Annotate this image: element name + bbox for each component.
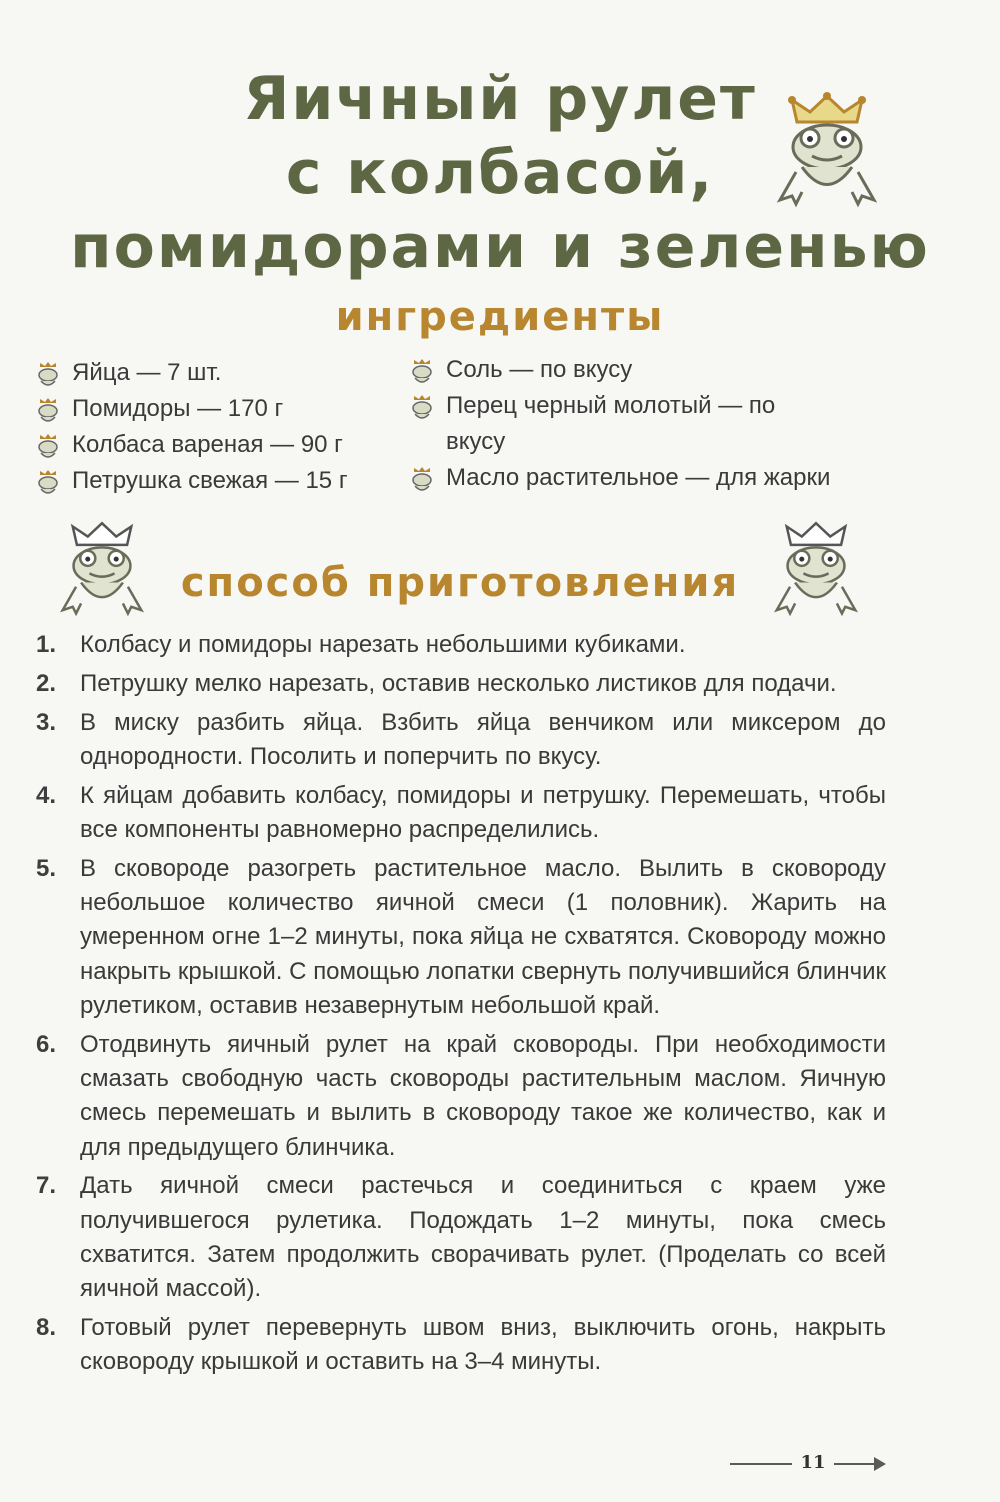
ingredient-text: Перец черный молотый — по вкусу — [446, 392, 776, 455]
ingredients-list-left — [36, 355, 406, 499]
step-text: Дать яичной смеси растечься и соединиться с краем уже получившегося рулетика. Подождать 1–2 минуты, пока смесь схватится. Затем продолжить сворачивать рулет. (Проделать со всей яичной массой). — [80, 1172, 886, 1303]
frog-prince-icon — [56, 518, 148, 622]
title-line-3: помидорами и зеленью — [70, 212, 930, 282]
step-item — [36, 628, 886, 662]
footer-rule-left — [730, 1463, 792, 1465]
ingredient-bullet-icon — [36, 433, 60, 461]
frog-prince-icon — [770, 518, 862, 622]
ingredient-bullet-icon — [36, 397, 60, 425]
page-number-footer — [730, 1452, 890, 1476]
step-text: В миску разбить яйца. Взбить яйца венчиком или миксером до однородности. Посолить и поперчить по вкусу. — [80, 708, 886, 770]
step-item — [36, 852, 886, 1023]
frog-prince-icon — [772, 92, 882, 212]
step-text: Колбасу и помидоры нарезать небольшими кубиками. — [80, 631, 686, 658]
step-number: 4. — [36, 781, 57, 809]
step-text: В сковороде разогреть растительное масло. Вылить в сковороду небольшое количество яичной смеси (1 половник). Жарить на умеренном огне 1–2 минуты, пока яйца не схватятся. Сковороду можно накрыть крышкой. С помощью лопатки свернуть получившийся блинчик рулетиком, оставив незавернутым небольшой край. — [80, 854, 886, 1019]
ingredient-text: Петрушка свежая — 15 г — [72, 467, 348, 494]
ingredient-text: Помидоры — 170 г — [72, 395, 284, 422]
ingredients-list-right — [410, 352, 970, 496]
step-number: 3. — [36, 708, 57, 736]
ingredient-text: Яйца — 7 шт. — [72, 359, 222, 386]
ingredient-bullet-icon — [410, 358, 434, 386]
step-text: Отодвинуть яичный рулет на край сковороды. При необходимости смазать свободную часть сковороды растительным маслом. Яичную смесь перемешать и вылить в сковороду такое же количество, как и для предыдущего блинчика. — [80, 1030, 886, 1161]
list-item — [36, 463, 406, 499]
step-text: К яйцам добавить колбасу, помидоры и петрушку. Перемешать, чтобы все компоненты равномерно распределились. — [80, 781, 886, 843]
step-text: Готовый рулет перевернуть швом вниз, выключить огонь, накрыть сковороду крышкой и оставить на 3–4 минуты. — [80, 1314, 886, 1376]
step-number: 6. — [36, 1030, 57, 1058]
step-number: 1. — [36, 631, 57, 658]
step-item — [36, 1169, 886, 1306]
ingredient-text: Соль — по вкусу — [446, 356, 633, 383]
step-item — [36, 1311, 886, 1380]
step-item — [36, 1028, 886, 1165]
footer-rule-right — [834, 1463, 878, 1465]
step-item — [36, 779, 886, 848]
list-item — [410, 388, 806, 460]
list-item — [36, 391, 406, 427]
arrow-right-icon — [874, 1457, 886, 1471]
ingredients-heading: ингредиенты — [335, 294, 665, 340]
list-item — [410, 460, 970, 496]
list-item — [36, 427, 406, 463]
method-steps — [36, 628, 886, 1384]
step-number: 7. — [36, 1172, 57, 1200]
ingredient-bullet-icon — [36, 469, 60, 497]
step-text: Петрушку мелко нарезать, оставив несколько листиков для подачи. — [80, 669, 837, 697]
step-item — [36, 706, 886, 775]
ingredient-bullet-icon — [36, 361, 60, 389]
list-item — [410, 352, 970, 388]
step-number: 5. — [36, 854, 57, 882]
step-item — [36, 667, 886, 701]
step-number: 8. — [36, 1314, 57, 1342]
step-number: 2. — [36, 669, 57, 697]
ingredient-bullet-icon — [410, 394, 434, 422]
title-line-2: с колбасой, — [285, 138, 715, 208]
ingredient-text: Колбаса вареная — 90 г — [72, 431, 343, 458]
method-heading: способ приготовления — [180, 560, 740, 606]
title-line-1: Яичный рулет — [243, 64, 757, 134]
list-item — [36, 355, 406, 391]
page-number: 11 — [800, 1452, 826, 1473]
ingredient-bullet-icon — [410, 466, 434, 494]
ingredient-text: Масло растительное — для жарки — [446, 464, 831, 491]
